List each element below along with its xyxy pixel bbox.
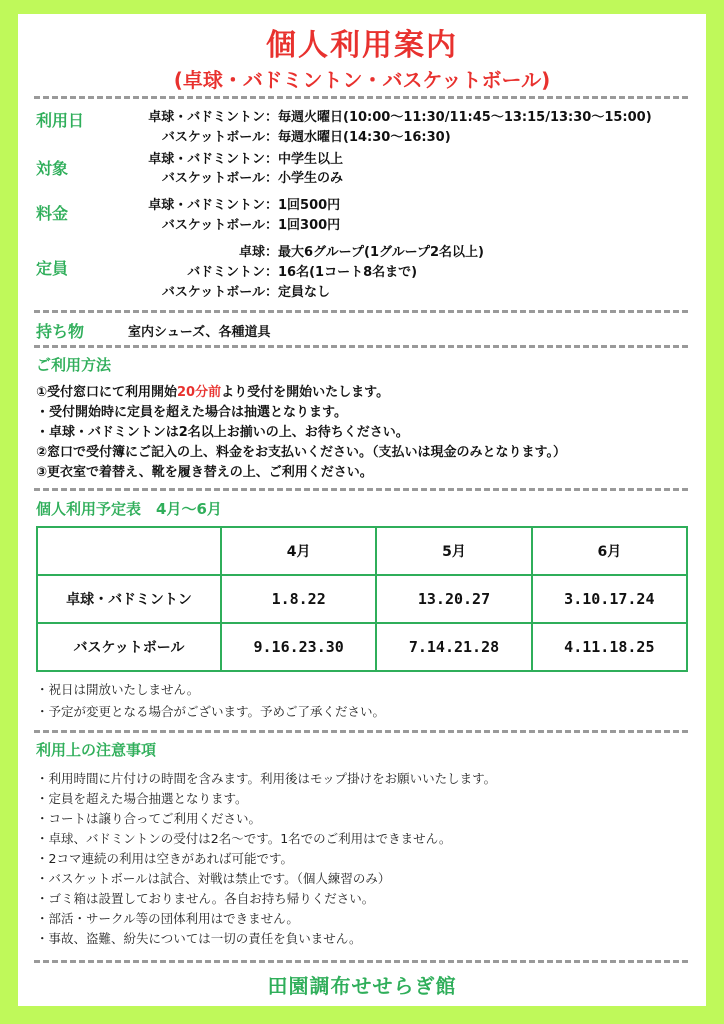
target-row <box>128 148 343 167</box>
usage-day-row <box>128 106 652 125</box>
fee-row <box>128 194 340 213</box>
date-cell: 13.20.27 <box>376 575 531 623</box>
target-value: 中学生以上 <box>278 152 344 167</box>
caution-item: ・コートは譲り合ってご利用ください。 <box>36 811 262 826</box>
fee-key: 卓球・バドミントン： <box>148 198 278 213</box>
divider <box>34 310 688 313</box>
date-cell: 4.11.18.25 <box>532 623 687 671</box>
target-row <box>128 167 343 186</box>
usage-day-row <box>128 126 451 145</box>
divider <box>34 960 688 963</box>
target-label: 対象 <box>36 159 69 178</box>
target-key: 卓球・バドミントン： <box>148 152 278 167</box>
fee-key: バスケットボール： <box>161 218 278 233</box>
capacity-key: バスケットボール： <box>161 285 278 300</box>
how-to-step-1 <box>36 381 389 400</box>
fee-value: 1回300円 <box>278 218 341 233</box>
fee-value: 1回500円 <box>278 198 341 213</box>
usage-day-value: 毎週火曜日(10:00〜11:30/11:45〜13:15/13:30〜15:00) <box>278 110 652 125</box>
how-to-step-1-highlight: 20分前 <box>177 385 222 400</box>
caution-item: ・卓球、バドミントンの受付は2名〜です。1名でのご利用はできません。 <box>36 831 452 846</box>
target-key: バスケットボール： <box>161 171 278 186</box>
caution-item: ・定員を超えた場合抽選となります。 <box>36 791 248 806</box>
month-header: 6月 <box>532 527 687 575</box>
divider <box>34 730 688 733</box>
capacity-value: 定員なし <box>278 285 331 300</box>
page-subtitle: (卓球・バドミントン・バスケットボール) <box>173 68 551 92</box>
capacity-key: 卓球： <box>238 245 278 260</box>
capacity-key: バドミントン： <box>187 265 278 280</box>
date-cell: 9.16.23.30 <box>221 623 376 671</box>
capacity-value: 最大6グループ(1グループ2名以上) <box>278 245 484 260</box>
how-to-line: ②窓口で受付簿にご記入の上、料金をお支払いください。（支払いは現金のみとなります。） <box>36 445 566 460</box>
facility-name: 田園調布せせらぎ館 <box>267 974 457 998</box>
caution-item: ・利用時間に片付けの時間を含みます。利用後はモップ掛けをお願いいたします。 <box>36 771 497 786</box>
divider <box>34 345 688 348</box>
table-row <box>37 623 687 671</box>
capacity-label: 定員 <box>36 259 69 278</box>
flyer-sheet <box>18 14 706 1006</box>
usage-day-value: 毎週水曜日(14:30〜16:30) <box>278 130 451 145</box>
cautions-heading: 利用上の注意事項 <box>36 741 157 759</box>
caution-item: ・事故、盗難、紛失については一切の責任を負いません。 <box>36 931 362 946</box>
belongings-label: 持ち物 <box>36 322 85 341</box>
how-to-line: ・受付開始時に定員を超えた場合は抽選となります。 <box>36 405 347 420</box>
schedule-note: ・予定が変更となる場合がございます。予めご了承ください。 <box>36 704 386 719</box>
caution-item: ・ゴミ箱は設置しておりません。各自お持ち帰りください。 <box>36 891 375 906</box>
how-to-step-1-pre: ①受付窓口にて利用開始 <box>36 385 178 400</box>
caution-item: ・部活・サークル等の団体利用はできません。 <box>36 911 299 926</box>
belongings-value: 室内シューズ、各種道具 <box>128 325 271 340</box>
how-to-step-1-post: より受付を開始いたします。 <box>221 385 390 400</box>
capacity-row <box>128 281 330 300</box>
schedule-table <box>36 526 688 672</box>
capacity-row <box>128 241 484 260</box>
month-header: 5月 <box>376 527 531 575</box>
usage-day-label: 利用日 <box>36 111 85 130</box>
date-cell: 7.14.21.28 <box>376 623 531 671</box>
fee-row <box>128 214 340 233</box>
table-row <box>37 527 687 575</box>
page-title: 個人利用案内 <box>266 28 458 63</box>
target-value: 小学生のみ <box>278 171 344 186</box>
row-header: バスケットボール <box>37 623 221 671</box>
capacity-value: 16名(1コート8名まで) <box>278 265 418 280</box>
usage-day-key: バスケットボール： <box>161 130 278 145</box>
divider <box>34 488 688 491</box>
caution-item: ・バスケットボールは試合、対戦は禁止です。（個人練習のみ） <box>36 871 391 886</box>
divider <box>34 96 688 99</box>
how-to-line: ③更衣室で着替え、靴を履き替えの上、ご利用ください。 <box>36 465 373 480</box>
schedule-note: ・祝日は開放いたしません。 <box>36 682 200 697</box>
fee-label: 料金 <box>36 204 69 223</box>
how-to-heading: ご利用方法 <box>36 356 112 374</box>
schedule-heading: 個人利用予定表 4月〜6月 <box>36 500 222 518</box>
how-to-line: ・卓球・バドミントンは2名以上お揃いの上、お待ちください。 <box>36 425 409 440</box>
table-corner-cell <box>37 527 221 575</box>
table-row <box>37 575 687 623</box>
usage-day-key: 卓球・バドミントン： <box>148 110 278 125</box>
date-cell: 1.8.22 <box>221 575 376 623</box>
caution-item: ・2コマ連続の利用は空きがあれば可能です。 <box>36 851 293 866</box>
date-cell: 3.10.17.24 <box>532 575 687 623</box>
month-header: 4月 <box>221 527 376 575</box>
capacity-row <box>128 261 417 280</box>
row-header: 卓球・バドミントン <box>37 575 221 623</box>
